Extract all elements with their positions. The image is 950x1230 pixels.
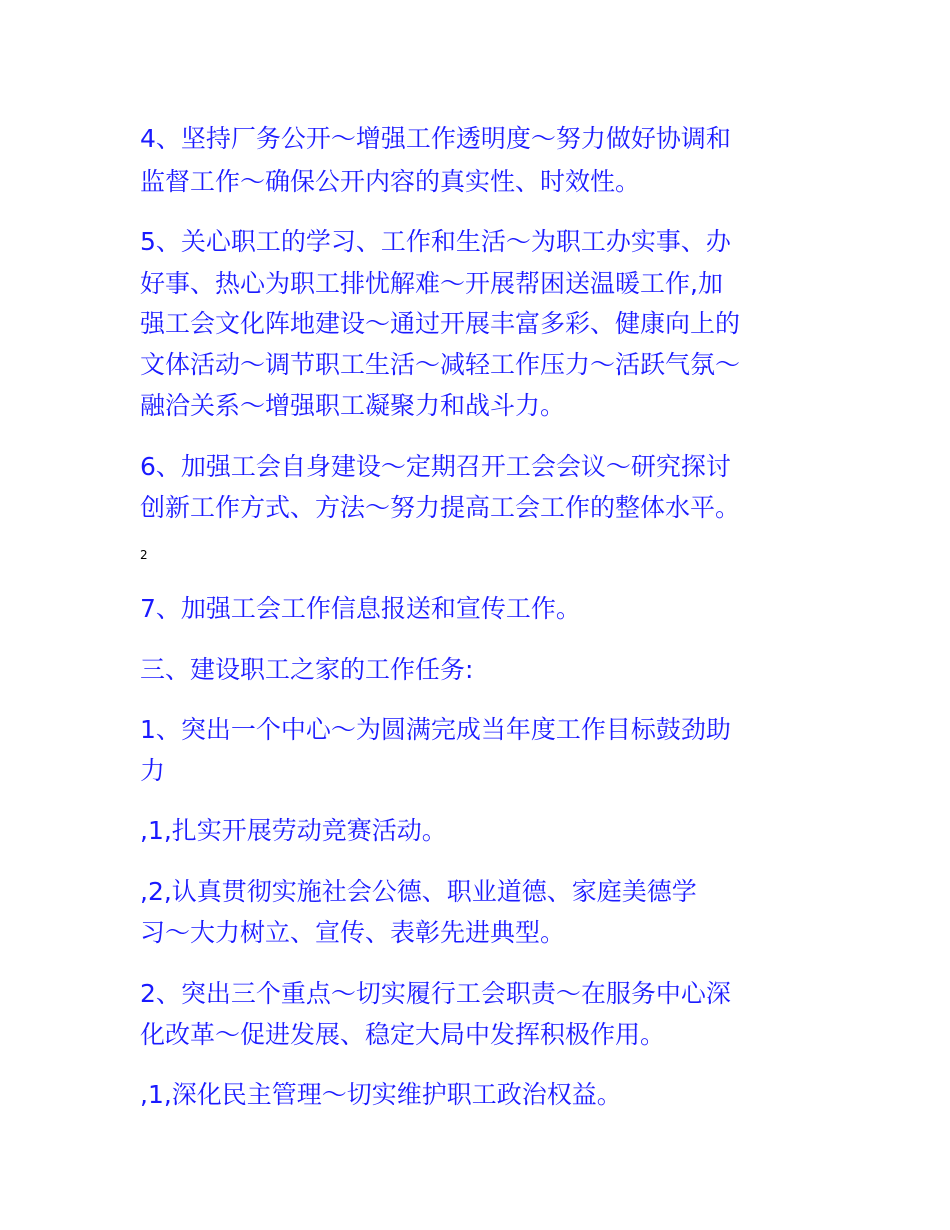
- text-line: 4、坚持厂务公开～增强工作透明度～努力做好协调和: [140, 124, 731, 153]
- text-line: 文体活动～调节职工生活～减轻工作压力～活跃气氛～: [140, 350, 741, 379]
- text-line: 6、加强工会自身建设～定期召开工会会议～研究探讨: [140, 452, 731, 481]
- page-number: 2: [140, 548, 148, 562]
- text-line: ,1,深化民主管理～切实维护职工政治权益。: [140, 1080, 622, 1109]
- text-line: 5、关心职工的学习、工作和生活～为职工办实事、办: [140, 227, 731, 256]
- text-line: 监督工作～确保公开内容的真实性、时效性。: [140, 167, 641, 196]
- text-line: 2、突出三个重点～切实履行工会职责～在服务中心深: [140, 979, 731, 1008]
- text-line: 力: [140, 756, 166, 785]
- text-line: 好事、热心为职工排忧解难～开展帮困送温暖工作,加: [140, 269, 723, 298]
- text-line: 7、加强工会工作信息报送和宣传工作。: [140, 594, 581, 623]
- text-line: ,2,认真贯彻实施社会公德、职业道德、家庭美德学: [140, 877, 697, 906]
- text-line: 融洽关系～增强职工凝聚力和战斗力。: [140, 391, 566, 420]
- text-line: 化改革～促进发展、稳定大局中发挥积极作用。: [140, 1020, 666, 1049]
- text-line: 强工会文化阵地建设～通过开展丰富多彩、健康向上的: [140, 309, 741, 338]
- text-line: 创新工作方式、方法～努力提高工会工作的整体水平。: [140, 493, 741, 522]
- text-line: 习～大力树立、宣传、表彰先进典型。: [140, 918, 566, 947]
- section-heading: 三、建设职工之家的工作任务:: [140, 655, 474, 684]
- text-line: 1、突出一个中心～为圆满完成当年度工作目标鼓劲助: [140, 715, 731, 744]
- text-line: ,1,扎实开展劳动竞赛活动。: [140, 816, 447, 845]
